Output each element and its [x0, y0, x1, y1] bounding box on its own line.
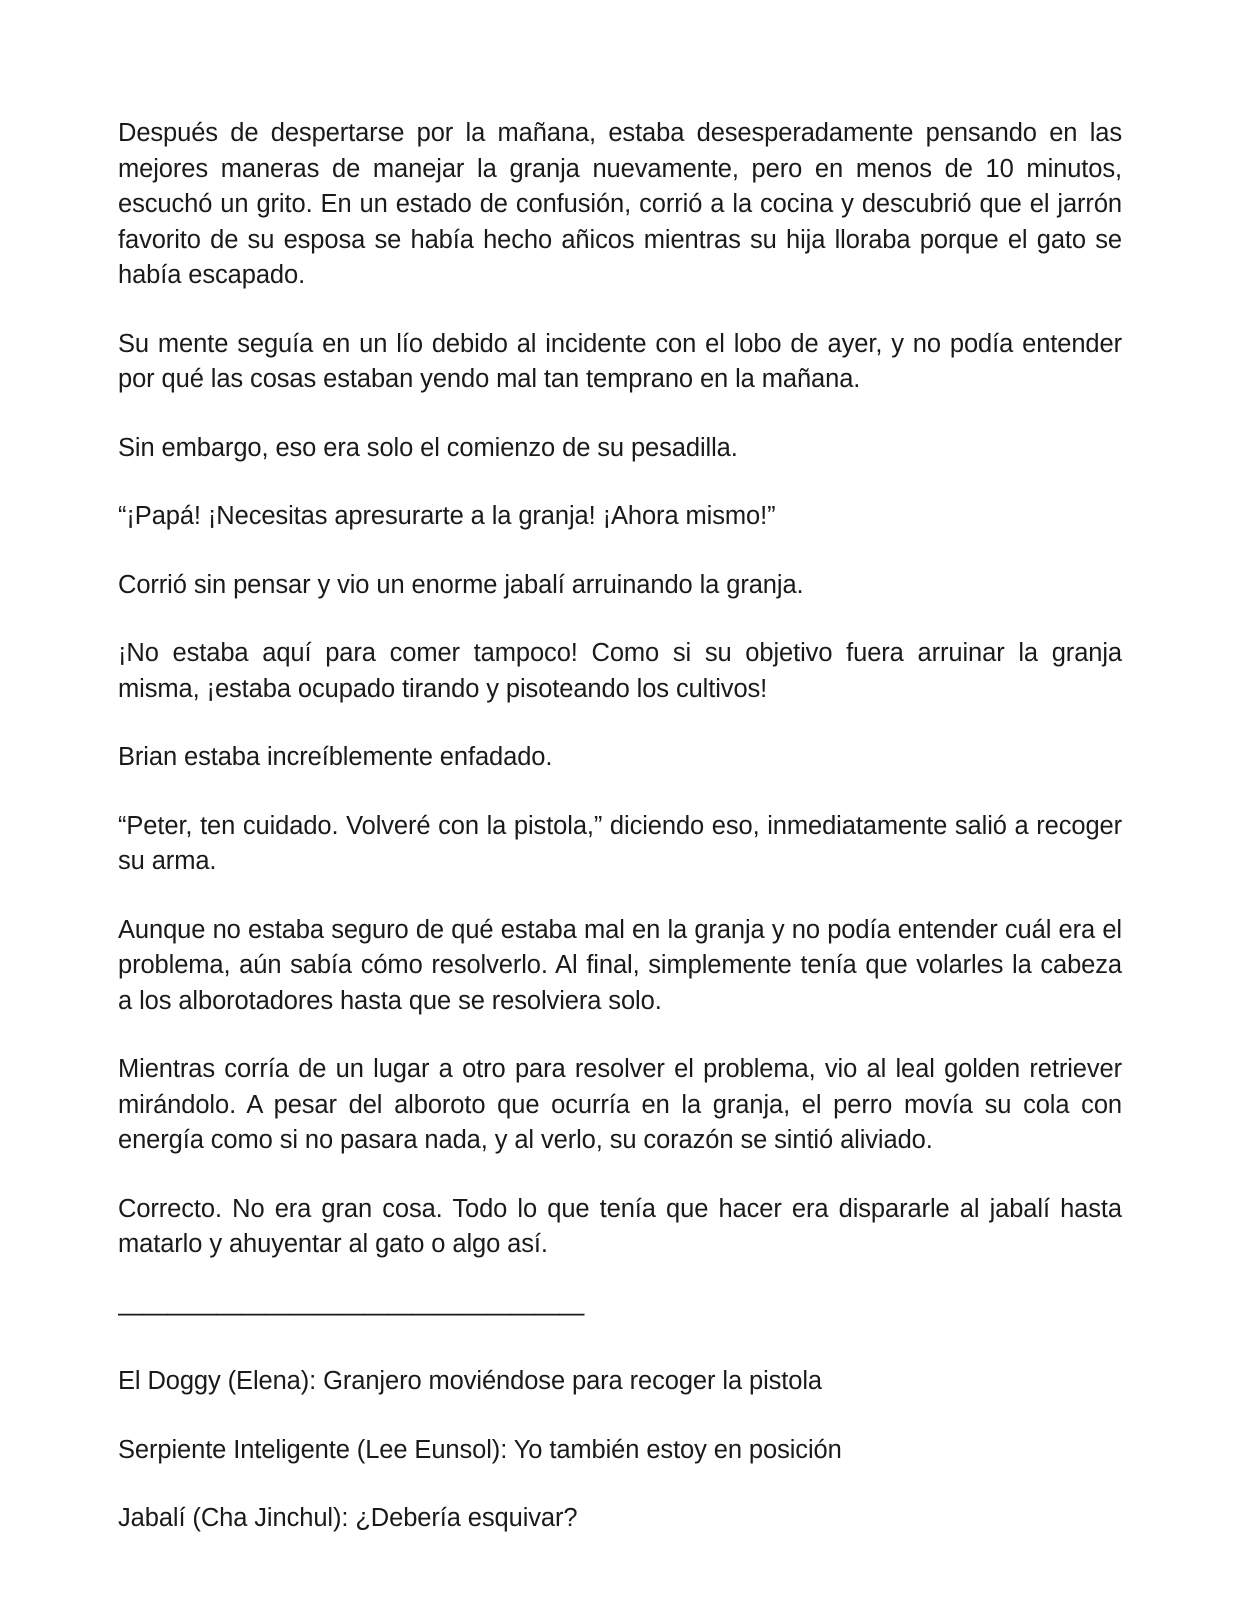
- paragraph-9: Aunque no estaba seguro de qué estaba mal en la granja y no podía entender cuál era el problema, aún sabía cómo resolverlo. Al final, simplemente tenía que volarles la cabeza a los alborotadores hasta que se resolviera solo.: [118, 915, 1122, 1015]
- section-divider: ———————————————————: [118, 1298, 584, 1327]
- chat-line-2: Serpiente Inteligente (Lee Eunsol): Yo también estoy en posición: [118, 1435, 842, 1464]
- paragraph-8: “Peter, ten cuidado. Volveré con la pistola,” diciendo eso, inmediatamente salió a recoger su arma.: [118, 811, 1122, 875]
- paragraph-2: Su mente seguía en un lío debido al incidente con el lobo de ayer, y no podía entender por qué las cosas estaban yendo mal tan temprano en la mañana.: [118, 329, 1122, 393]
- paragraph-3: Sin embargo, eso era solo el comienzo de su pesadilla.: [118, 433, 738, 462]
- paragraph-10: Mientras corría de un lugar a otro para resolver el problema, vio al leal golden retriever mirándolo. A pesar del alboroto que ocurría en la granja, el perro movía su cola con energía como si no pasara nada, y al verlo, su corazón se sintió aliviado.: [118, 1055, 1122, 1154]
- paragraph-6: ¡No estaba aquí para comer tampoco! Como si su objetivo fuera arruinar la granja misma, ¡estaba ocupado tirando y pisoteando los cultivos!: [118, 639, 1122, 703]
- paragraph-1: Después de despertarse por la mañana, estaba desesperadamente pensando en las mejores maneras de manejar la granja nuevamente, pero en menos de 10 minutos, escuchó un grito. En un estado de confusión, corrió a la cocina y descubrió que el jarrón favorito de su esposa se había hecho añicos mientras su hija lloraba porque el gato se había escapado.: [118, 119, 1122, 289]
- document-page: [118, 116, 1122, 1570]
- paragraph-7: Brian estaba increíblemente enfadado.: [118, 743, 553, 771]
- chat-line-3: Jabalí (Cha Jinchul): ¿Debería esquivar?: [118, 1504, 578, 1532]
- paragraph-5: Corrió sin pensar y vio un enorme jabalí arruinando la granja.: [118, 570, 804, 599]
- paragraph-11: Correcto. No era gran cosa. Todo lo que tenía que hacer era dispararle al jabalí hasta matarlo y ahuyentar al gato o algo así.: [118, 1194, 1122, 1258]
- paragraph-4: “¡Papá! ¡Necesitas apresurarte a la granja! ¡Ahora mismo!”: [118, 502, 776, 530]
- chat-line-1: El Doggy (Elena): Granjero moviéndose para recoger la pistola: [118, 1367, 823, 1395]
